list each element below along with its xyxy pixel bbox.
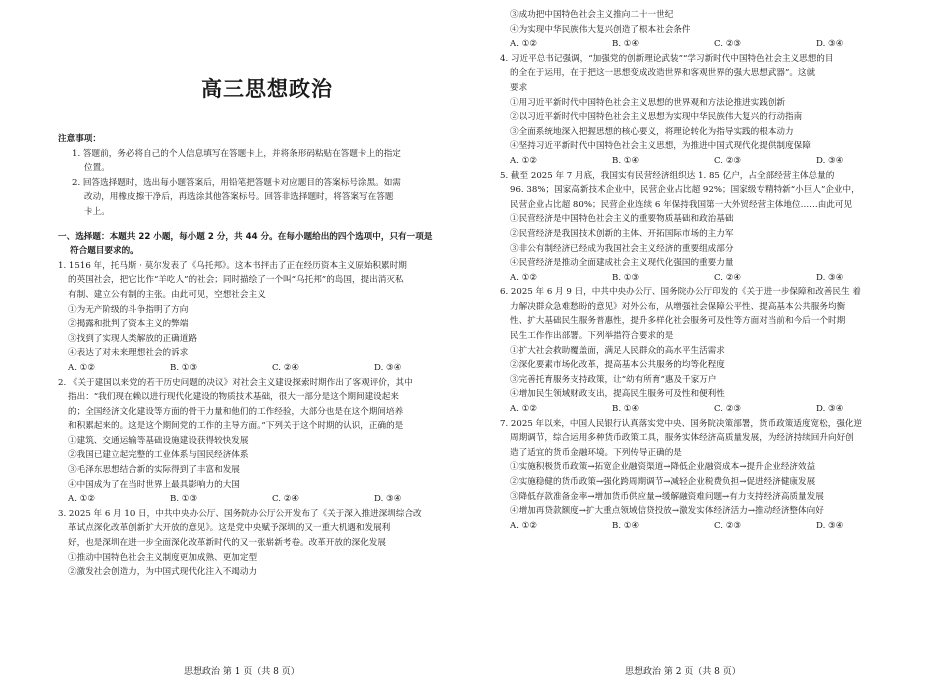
choice-a: A. ①② [510, 39, 538, 50]
question-text: 和积累起来的。这是这个期间党的工作的主导方面。”下列关于这个时期的认识，正确的是 [68, 421, 404, 432]
notice-line: 1. 答题前，务必将自己的个人信息填写在答题卡上，并将条形码粘贴在答题卡上的指定 [72, 148, 401, 159]
question-1 [58, 259, 476, 376]
page-1 [58, 0, 476, 688]
answer-choices [58, 361, 476, 376]
choice-c: C. ②④ [714, 272, 742, 283]
question-text: 民生工作作出部署。下列举措符合要求的是 [510, 331, 674, 342]
choice-c: C. ②③ [714, 520, 742, 531]
statement-option: ②实施稳健的货币政策→强化跨周期调节→减轻企业税费负担→促进经济健康发展 [510, 477, 816, 487]
question-text: 96. 38%；国家高新技术企业中，民营企业占比超 92%；国家级专精特新“小巨人”企业中， [510, 185, 860, 196]
answer-choices [500, 402, 918, 417]
question-text: 要求 [510, 82, 528, 93]
question-text: 力解决群众急难愁盼的意见》对外公布，从增强社会保障公平性、提高基本公共服务均衡 [510, 301, 846, 312]
choice-a: A. ①② [68, 362, 96, 373]
notice-line: 改动，用橡皮擦干净后，再选涂其他答案标号。回答非选择题时，将答案写在答题 [84, 192, 394, 203]
question-text: 的英国社会，把它比作“羊吃人”的社会；同时描绘了一个叫“乌托邦”的岛国，提出消灭私 [68, 275, 404, 286]
choice-a: A. ①② [510, 272, 538, 283]
notice-line: 位置。 [84, 163, 110, 174]
page-footer-right: 思想政治 第 2 页（共 8 页） [625, 667, 741, 677]
question-text: 7. 2025 年以来，中国人民银行认真落实党中央、国务院决策部署，货币政策适度宽松，强化逆 [500, 418, 863, 429]
choice-c: C. ②③ [714, 155, 742, 166]
question-7 [500, 417, 918, 534]
section-heading-cont: 符合题目要求的。 [70, 246, 139, 257]
question-text: 周期调节，综合运用多种货币政策工具，服务实体经济高质量发展，为经济持续回升向好创 [510, 433, 854, 444]
question-text: 6. 2025 年 6 月 9 日，中共中央办公厅、国务院办公厅印发的《关于进一步保障和改善民生 着 [500, 287, 861, 298]
choice-a: A. ①② [510, 404, 538, 415]
choice-b: B. ①④ [612, 404, 640, 415]
statement-option: ④增加民生领域财政支出，提高民生服务可及性和便利性 [510, 389, 725, 400]
statement-option: ③找到了实现人类解放的正确道路 [68, 333, 197, 344]
question-text: 4. 习近平总书记强调，“加强党的创新理论武装”“学习新时代中国特色社会主义思想的目 [500, 53, 834, 64]
statement-option: ②激发社会创造力，为中国式现代化注入不竭动力 [68, 567, 258, 578]
choice-a: A. ①② [510, 155, 538, 166]
statement-option: ①推动中国特色社会主义制度更加成熟、更加定型 [68, 552, 258, 563]
statement-option: ①扩大社会救助覆盖面，满足人民群众的高水平生活需求 [510, 345, 725, 356]
question-text: 造了适宜的货币金融环境。下列传导正确的是 [510, 447, 682, 458]
question-5 [500, 169, 918, 286]
question-text: 好，也是深圳在进一步全面深化改革新时代的又一张崭新考卷。改革开放的深化发展 [68, 538, 386, 549]
choice-c: C. ②③ [714, 39, 742, 50]
statement-option: ④表达了对未来理想社会的诉求 [68, 348, 189, 359]
question-text: 民营企业占比超 80%；民营企业连续 6 年保持我国第一大外贸经营主体地位……由此可见 [510, 199, 853, 210]
statement-option: ③降低存款准备金率→增加货币供应量→缓解融资难问题→有力支持经济高质量发展 [510, 491, 824, 502]
answer-choices [500, 519, 918, 534]
statement-option: ③完善托育服务支持政策，让“幼有所育”惠及千家万户 [510, 374, 717, 385]
statement-option: ②深化要素市场化改革，提高基本公共服务的均等化程度 [510, 360, 725, 371]
statement-option: ④为实现中华民族伟大复兴创造了根本社会条件 [510, 24, 691, 35]
question-text: 性、扩大基础民生服务普惠性，提升多样化社会服务可及性等方面对当前和今后一个时期 [510, 316, 846, 327]
question-2 [58, 376, 476, 507]
choice-c: C. ②③ [714, 404, 742, 415]
choice-d: D. ③④ [374, 494, 402, 505]
statement-option: ②揭露和批判了资本主义的弊端 [68, 319, 189, 330]
statement-option: ③非公有制经济已经成为我国社会主义经济的重要组成部分 [510, 243, 734, 254]
statement-option: ④中国成为了在当时世界上最具影响力的大国 [68, 479, 240, 490]
statement-option: ③毛泽东思想结合新的实际得到了丰富和发展 [68, 465, 240, 476]
choice-b: B. ①③ [170, 494, 198, 505]
statement-option: ③全面系统地深入把握思想的核心要义，将理论转化为指导实践的根本动力 [510, 126, 794, 137]
choice-b: B. ①④ [612, 520, 640, 531]
choice-d: D. ③④ [816, 39, 844, 50]
question-text: 有制、建立公有制的主张。由此可见，空想社会主义 [68, 289, 266, 300]
question-6 [500, 285, 918, 416]
choice-d: D. ③④ [816, 155, 844, 166]
statement-option: ④增加再贷款额度→扩大重点领域信贷投放→激发实体经济活力→推动经济整体向好 [510, 506, 824, 517]
choice-b: B. ①④ [612, 155, 640, 166]
question-4 [500, 52, 918, 169]
choice-b: B. ①③ [612, 272, 640, 283]
choice-b: B. ①④ [612, 39, 640, 50]
question-text: 的；全国经济文化建设等方面的骨干力量和他们的工作经验，大部分也是在这个期间培养 [68, 406, 404, 417]
notice-line: 卡上。 [84, 206, 110, 217]
statement-option: ①为无产阶级的斗争指明了方向 [68, 304, 189, 315]
page-title: 高三思想政治 [201, 77, 333, 101]
choice-d: D. ③④ [816, 272, 844, 283]
choice-a: A. ①② [510, 520, 538, 531]
statement-option: ④民营经济是推动全面建成社会主义现代化强国的重要力量 [510, 258, 734, 269]
question-text: 革试点深化改革创新扩大开放的意见》。这是党中央赋予深圳的又一重大机遇和发展利 [68, 523, 391, 534]
notice-heading: 注意事项： [58, 134, 101, 144]
answer-choices [58, 492, 476, 507]
statement-option: ②以习近平新时代中国特色社会主义思想为实现中华民族伟大复兴的行动指南 [510, 112, 803, 123]
choice-d: D. ③④ [816, 404, 844, 415]
statement-option: ①用习近平新时代中国特色社会主义思想的世界观和方法论推进实践创新 [510, 97, 786, 108]
question-text: 2. 《关于建国以来党的若干历史问题的决议》对社会主义建设探索时期作出了客观评价，其中 [58, 377, 413, 388]
notice-line: 2. 回答选择题时，选出每小题答案后，用铅笔把答题卡对应题目的答案标号涂黑。如需 [72, 177, 401, 188]
choice-c: C. ②④ [272, 362, 300, 373]
question-text: 1. 1516 年，托马斯 · 莫尔发表了《乌托邦》。这本书抨击了正在经历资本主义原始积累时期 [58, 260, 407, 271]
statement-option: ①实施积极货币政策→拓宽企业融资渠道→降低企业融资成本→提升企业经济效益 [510, 462, 816, 473]
answer-choices [500, 37, 918, 52]
statement-option: ④坚持习近平新时代中国特色社会主义思想，为推进中国式现代化提供制度保障 [510, 141, 811, 152]
question-text: 的全在于运用，在于把这一思想变成改造世界和客观世界的强大思想武器”。这就 [510, 68, 816, 79]
choice-a: A. ①② [68, 494, 96, 505]
question-text: 指出：“我们现在赖以进行现代化建设的物质技术基础，很大一部分是这个期间建设起来 [68, 392, 399, 403]
statement-option: ③成功把中国特色社会主义推向二十一世纪 [510, 10, 674, 20]
section-heading: 一、选择题：本题共 22 小题，每小题 2 分，共 44 分。在每小题给出的四个选项中，只有一项是 [58, 231, 433, 242]
question-text: 3. 2025 年 6 月 10 日，中共中央办公厅、国务院办公厅公开发布了《关于深入推进深圳综合改 [58, 508, 422, 519]
choice-b: B. ①③ [170, 362, 198, 373]
statement-option: ①建筑、交通运输等基础设施建设获得较快发展 [68, 435, 249, 446]
choice-d: D. ③④ [374, 362, 402, 373]
question-3 [58, 507, 476, 580]
statement-option: ②我国已建立起完整的工业体系与国民经济体系 [68, 450, 249, 461]
choice-d: D. ③④ [816, 520, 844, 531]
answer-choices [500, 271, 918, 286]
page-footer-left: 思想政治 第 1 页（共 8 页） [184, 667, 300, 677]
question-text: 5. 截至 2025 年 7 月底，我国实有民营经济组织达 1. 85 亿户，占全部经营主体总量的 [500, 170, 835, 181]
answer-choices [500, 154, 918, 169]
statement-option: ②民营经济是我国技术创新的主体、开拓国际市场的主力军 [510, 228, 734, 239]
statement-option: ①民营经济是中国特色社会主义的重要物质基础和政治基础 [510, 214, 734, 225]
page-2 [500, 0, 918, 688]
choice-c: C. ②④ [272, 494, 300, 505]
